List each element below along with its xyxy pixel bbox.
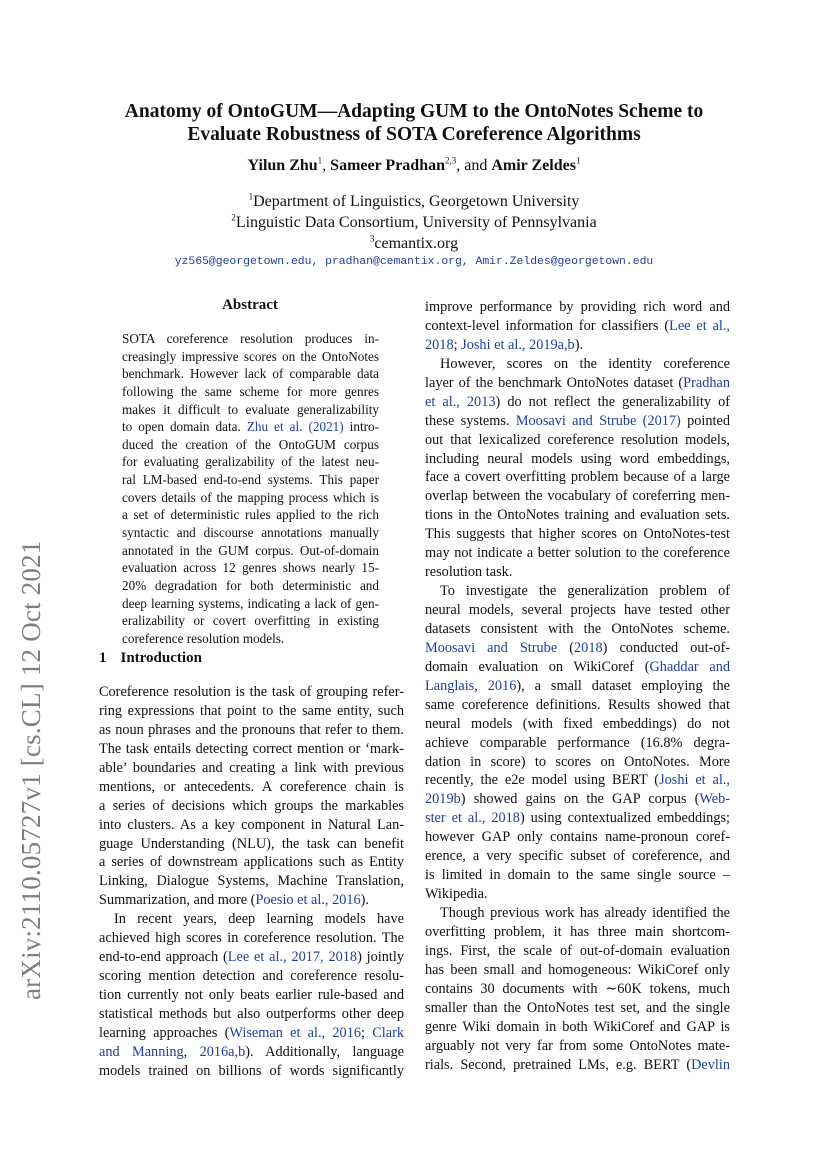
body-line: ring expressions that point to the same entity, such (99, 702, 404, 719)
affiliation-1 (60, 191, 768, 212)
body-line: is limited in domain to the same single source – (425, 867, 730, 884)
text-run: layer of the benchmark OntoNotes dataset ( (425, 374, 684, 391)
text-run: learning approaches ( (99, 1024, 230, 1041)
body-line: has been small and homogeneous: WikiCoref only (425, 961, 730, 978)
abstract-line: evaluation across 12 genres shows nearly 15- (122, 560, 379, 576)
text-run: pointed (680, 412, 730, 429)
body-line: however GAP only contains name-pronoun coref- (425, 829, 730, 846)
affil-text: Department of Linguistics, Georgetown University (253, 193, 580, 210)
abstract-body (122, 330, 379, 648)
text-run: ) conducted out-of- (602, 639, 730, 656)
body-line: neural models, several projects have tested other (425, 602, 730, 618)
body-line (425, 393, 730, 412)
abstract-line: makes it difficult to evaluate generalizability (122, 401, 379, 417)
title-line-2: Evaluate Robustness of SOTA Coreference Algorithms (187, 124, 641, 145)
body-line (425, 677, 730, 696)
body-line: same coreference definitions. Results showed that (425, 696, 730, 713)
text-run: ) using contextualized embeddings; (519, 810, 731, 827)
body-line: dation in score) to scores on OntoNotes. More (425, 753, 730, 770)
body-line (99, 1024, 404, 1043)
text-run: context-level information for classifiers ( (425, 317, 670, 334)
body-line: mentions, or antecedents. A coreference chain is (99, 778, 404, 795)
body-line: genre Wiki domain in both WikiCoref and GAP is (425, 1018, 730, 1035)
citation-link[interactable]: Pradhan (683, 374, 730, 391)
text-run: domain evaluation on WikiCoref ( (425, 658, 650, 675)
text-run: ), a small dataset employing the (516, 677, 730, 694)
abstract-line: covers details of the mapping process which is (122, 489, 379, 505)
author-affil-sup: 1 (575, 155, 581, 166)
body-line: resolution task. (425, 564, 513, 581)
citation-link[interactable]: Clark (372, 1024, 404, 1041)
body-line: In recent years, deep learning models have (114, 911, 404, 928)
section-number: 1 (99, 650, 107, 666)
body-line (425, 658, 730, 677)
body-line: out that lexicalized coreference resolution models, (425, 431, 730, 448)
body-line (425, 1056, 730, 1075)
body-line (425, 412, 730, 431)
section-heading-introduction (99, 650, 216, 667)
affil-sup: 3 (369, 233, 375, 244)
body-line: into clusters. As a key component in Natural Lan- (99, 816, 404, 833)
citation-link[interactable]: Lee et al., 2017, 2018 (227, 949, 358, 966)
body-line: tions in the OntoNotes training and evaluation sets. (425, 507, 730, 524)
citation-link[interactable]: et al., 2013 (425, 393, 496, 410)
body-line: models trained on billions of words significantly (99, 1062, 404, 1079)
author-separator: , and (456, 157, 492, 174)
body-line: To investigate the generalization problem of (440, 583, 730, 600)
body-line: overlap between the vocabulary of coreferring men- (425, 488, 730, 505)
text-run: Summarization, and more ( (99, 892, 256, 909)
text-run: ) showed gains on the GAP corpus ( (460, 791, 700, 808)
abstract-line: syntactic and discourse annotations manually (122, 525, 379, 541)
section-title: Introduction (120, 650, 202, 666)
body-line: arguably not very far from some OntoNotes mate- (425, 1037, 730, 1054)
body-line: This suggests that higher scores on OntoNotes-test (425, 526, 730, 543)
citation-link[interactable]: Ghaddar and (649, 658, 730, 675)
author-emails[interactable]: yz565@georgetown.edu, pradhan@cemantix.org, Amir.Zeldes@georgetown.edu (174, 256, 654, 268)
affiliations (60, 191, 768, 254)
body-line (425, 317, 730, 336)
abstract-heading: Abstract (222, 297, 278, 313)
author-list: Yilun Zhu$^1$, Sameer Pradhan$^{2,3}$, and Amir Zeldes$^1$ (247, 155, 581, 174)
citation-link[interactable]: Moosavi and Strube (425, 639, 558, 656)
text-run: intro- (343, 419, 379, 435)
author-name: Sameer Pradhan (330, 157, 445, 174)
body-line: erence, a very specific subset of coreference, and (425, 848, 730, 865)
citation-link[interactable]: 2019b (425, 791, 461, 808)
abstract-line: for evaluating geralizability of the latest neu- (122, 454, 379, 470)
citation-link[interactable]: Web- (699, 791, 730, 808)
citation-link[interactable]: Langlais (425, 677, 475, 694)
body-line: overfitting problem, it has three main shortcom- (425, 923, 730, 940)
body-line: a series of downstream applications such as Entity (99, 854, 404, 871)
text-run: rials. Second, pretrained LMs, e.g. BERT ( (425, 1056, 692, 1073)
body-line: achieve comparable performance (16.8% degra- (425, 734, 730, 751)
body-line (425, 771, 730, 790)
abstract-line (122, 418, 379, 436)
citation-link[interactable]: 2018 (425, 336, 454, 353)
author-affil-sup: 1 (317, 155, 323, 166)
author-affil-sup: 2,3 (444, 155, 457, 166)
citation-link[interactable]: 2016a,b (199, 1043, 246, 1060)
body-line (425, 809, 730, 828)
body-line: contains 30 documents with ∼60K tokens, much (425, 980, 730, 997)
citation-link[interactable]: Devlin (691, 1056, 730, 1073)
body-line: Coreference resolution is the task of grouping refer- (99, 684, 404, 700)
text-run: these systems. (425, 412, 516, 429)
text-run: ). (360, 892, 370, 909)
body-line: achieved high scores in coreference resolution. The (99, 930, 404, 947)
body-line (99, 948, 404, 967)
body-line: The task entails detecting correct mention or ‘mark- (99, 740, 404, 757)
citation-link[interactable]: Joshi et al., 2019a,b (461, 336, 575, 353)
text-run: , (474, 677, 488, 694)
body-line: face a covert overfitting problem because of a large (425, 469, 730, 486)
abstract-line: duced the creation of the OntoGUM corpus (122, 436, 379, 452)
body-line: scoring mention detection and coreference resolu- (99, 968, 404, 985)
citation-link[interactable]: Zhu et al. (2021) (246, 419, 344, 435)
citation-link[interactable]: Moosavi and Strube (2017) (515, 412, 681, 429)
text-run: ; (361, 1024, 373, 1041)
text-run: ( (557, 639, 575, 656)
body-line: smaller than the OntoNotes test set, and the single (425, 999, 730, 1016)
body-line: tion currently not only beats earlier rule-based and (99, 987, 404, 1003)
citation-link[interactable]: 2016 (487, 677, 517, 694)
abstract-line: eralizability or covert overfitting in existing (122, 613, 379, 629)
body-line: a series of decisions which groups the markables (99, 797, 404, 814)
text-run: ) jointly (357, 949, 404, 966)
body-line: improve performance by providing rich word and (425, 299, 730, 315)
body-line: able’ boundaries and creating a link with previous (99, 759, 404, 776)
abstract-line: benchmark. However lack of comparable data (122, 366, 379, 382)
citation-link[interactable]: Lee et al., (669, 317, 730, 334)
abstract-line: annotated in the GUM corpus. Out-of-domain (122, 542, 379, 558)
text-run: ). Additionally, language (245, 1043, 405, 1060)
citation-link[interactable]: Poesio et al., 2016 (255, 892, 361, 909)
body-line (425, 336, 730, 355)
body-line (425, 374, 730, 393)
abstract-line: a set of deterministic rules applied to the rich (122, 507, 379, 523)
citation-link[interactable]: and Manning (99, 1043, 184, 1060)
body-line: Though previous work has already identified the (440, 905, 730, 921)
body-line (99, 891, 404, 910)
text-run: ) do not reflect the generalizability of (495, 393, 730, 410)
affil-text: cemantix.org (374, 235, 459, 252)
abstract-line: SOTA coreference resolution produces in- (122, 331, 379, 346)
abstract-line: deep learning systems, indicating a lack of gen- (122, 595, 379, 611)
text-run: to open domain data. (122, 419, 247, 435)
paper-title (60, 100, 768, 146)
body-line: guage Understanding (NLU), the task can benefit (99, 835, 404, 852)
citation-link[interactable]: ster et al., 2018 (425, 810, 520, 827)
affil-sup: 1 (248, 191, 254, 202)
text-run: recently, the e2e model using BERT ( (425, 772, 660, 789)
affiliation-3 (60, 233, 768, 254)
text-run: ; (453, 336, 462, 353)
arxiv-sidebar-stamp: arXiv:2110.05727v1 [cs.CL] 12 Oct 2021 (16, 540, 46, 1000)
text-run: end-to-end approach ( (99, 949, 228, 966)
body-line: ings. First, the scale of out-of-domain evaluation (425, 942, 730, 959)
abstract-line: 20% degradation for both deterministic and (122, 577, 379, 593)
body-line: neural models (with fixed embeddings) do not (425, 715, 730, 732)
body-line (425, 790, 730, 809)
title-line-1: Anatomy of OntoGUM—Adapting GUM to the OntoNotes Scheme to (124, 101, 704, 122)
body-line: Wikipedia. (425, 886, 488, 903)
author-name: Amir Zeldes (491, 157, 576, 174)
text-run: ). (574, 336, 584, 353)
abstract-line: coreference resolution models. (122, 630, 285, 646)
abstract-line: ral LM-based end-to-end systems. This paper (122, 472, 379, 488)
affiliation-2 (60, 212, 768, 233)
citation-link[interactable]: Joshi et al., (659, 772, 730, 789)
abstract-line: following the same scheme for more genres (122, 383, 379, 399)
affil-sup: 2 (231, 212, 236, 223)
body-line: may not indicate a better solution to the coreference (425, 545, 730, 562)
body-line: Linking, Dialogue Systems, Machine Translation, (99, 873, 404, 890)
citation-link[interactable]: Wiseman et al., 2016 (229, 1024, 361, 1041)
left-column-body (99, 683, 404, 1081)
body-line: as noun phrases and the pronouns that refer to them. (99, 721, 404, 738)
body-line (99, 1043, 404, 1062)
citation-link[interactable]: 2018 (574, 639, 603, 656)
body-line: statistical methods but also outperforms other deep (99, 1005, 404, 1022)
abstract-line: creasingly impressive scores on the OntoNotes (122, 348, 379, 364)
affil-text: Linguistic Data Consortium, University of Pennsylvania (235, 214, 597, 231)
body-line (425, 639, 730, 658)
body-line: However, scores on the identity coreference (440, 355, 730, 372)
body-line: datasets consistent with the OntoNotes scheme. (425, 620, 730, 637)
author-name: Yilun Zhu (247, 157, 318, 174)
body-line: including neural models using word embeddings, (425, 450, 730, 467)
text-run: , (183, 1043, 200, 1060)
right-column-body (425, 298, 730, 1074)
